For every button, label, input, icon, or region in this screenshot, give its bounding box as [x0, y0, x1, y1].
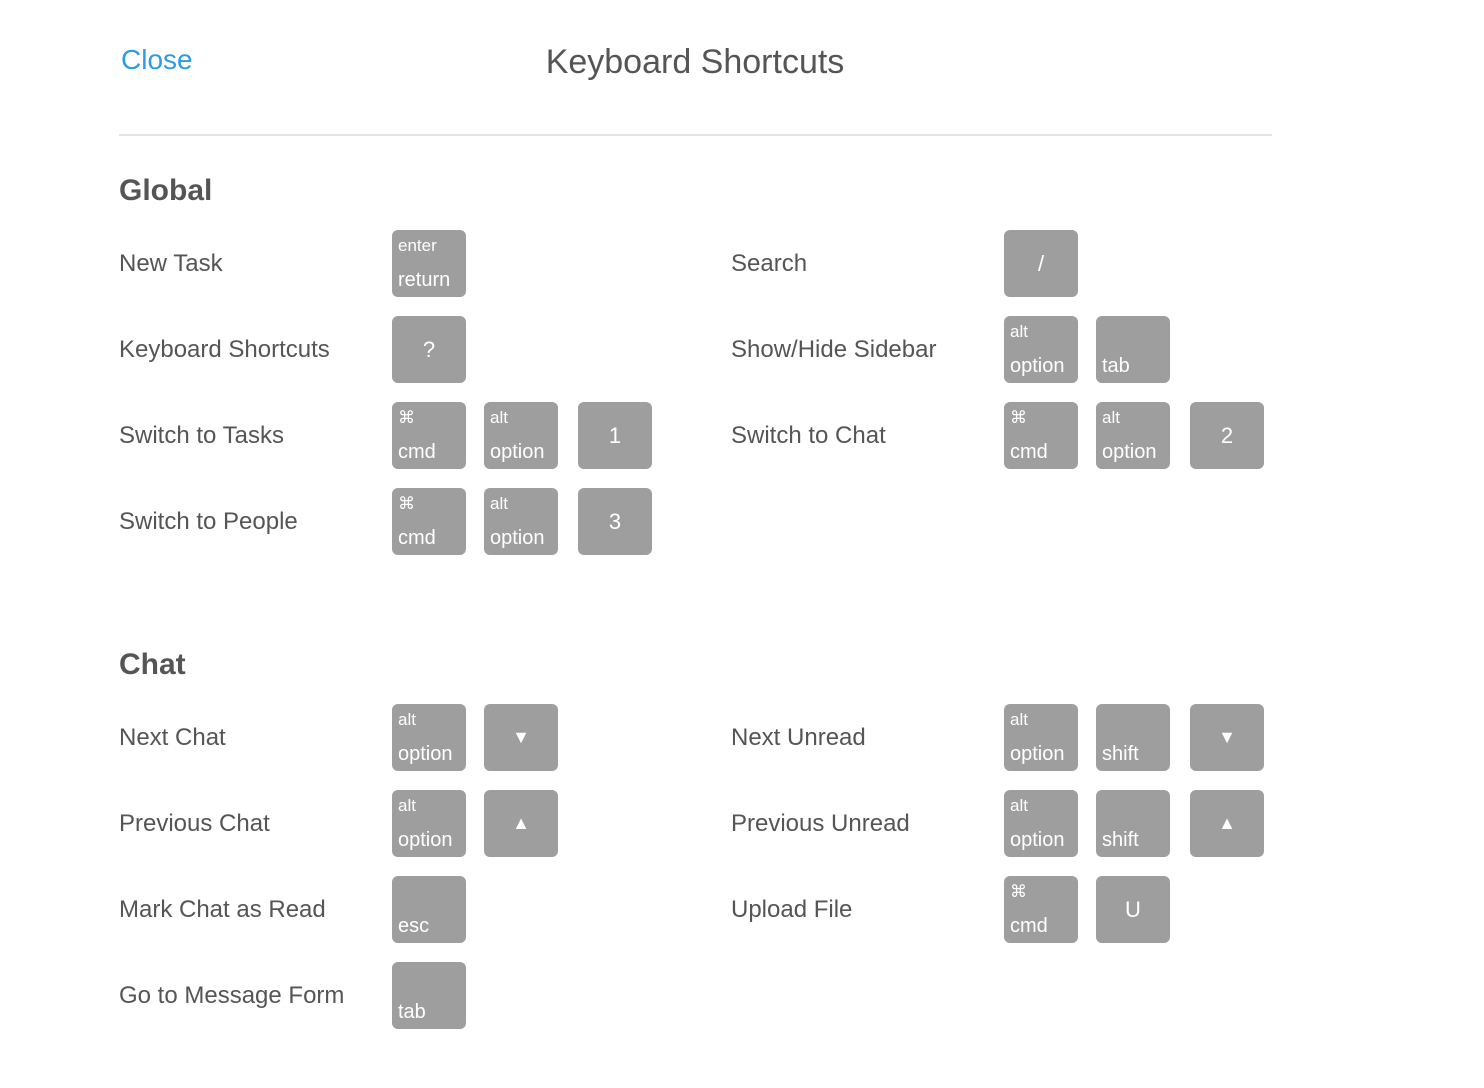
- section-title-global: Global: [119, 174, 213, 207]
- key-alt-option: [1004, 704, 1078, 771]
- key-alt-option: [484, 402, 558, 469]
- key-cmd: [1004, 876, 1078, 943]
- command-icon: ⌘: [1010, 882, 1027, 901]
- key-top-legend: alt: [398, 796, 416, 815]
- key-alt-option: [392, 790, 466, 857]
- key-alt-option: [1096, 402, 1170, 469]
- key-bottom-legend: shift: [1102, 743, 1139, 765]
- arrow-down-icon: ▼: [512, 727, 530, 747]
- key-alt-option: [1004, 316, 1078, 383]
- shortcut-label: Switch to People: [119, 508, 298, 535]
- key-cmd: [392, 488, 466, 555]
- key-top-legend: alt: [1010, 796, 1028, 815]
- key-slash: [1004, 230, 1078, 297]
- key-legend: 2: [1220, 422, 1234, 448]
- shortcut-label: Search: [731, 250, 808, 277]
- shortcut-label: Keyboard Shortcuts: [119, 336, 330, 363]
- key-tab: [392, 962, 466, 1029]
- key-1: [578, 402, 652, 469]
- key-shift: [1096, 704, 1170, 771]
- shortcut-label: Switch to Tasks: [119, 422, 284, 449]
- key-arrow-down: [1190, 704, 1264, 771]
- key-top-legend: alt: [398, 710, 416, 729]
- shortcut-label: Previous Chat: [119, 810, 270, 837]
- key-legend: 1: [608, 422, 622, 448]
- key-tab: [1096, 316, 1170, 383]
- key-arrow-up: [1190, 790, 1264, 857]
- command-icon: ⌘: [398, 494, 415, 513]
- close-link[interactable]: Close: [121, 44, 193, 75]
- key-3: [578, 488, 652, 555]
- key-arrow-up: [484, 790, 558, 857]
- key-legend: ?: [422, 336, 436, 362]
- shortcut-label: Switch to Chat: [731, 422, 886, 449]
- key-top-legend: enter: [398, 236, 437, 255]
- key-top-legend: alt: [490, 494, 508, 513]
- key-alt-option: [1004, 790, 1078, 857]
- header-divider: [119, 134, 1272, 136]
- key-bottom-legend: esc: [398, 915, 430, 937]
- key-alt-option: [392, 704, 466, 771]
- shortcut-label: Previous Unread: [731, 810, 910, 837]
- key-legend: 3: [608, 508, 622, 534]
- shortcut-label: Next Chat: [119, 724, 226, 751]
- key-bottom-legend: option: [1102, 441, 1157, 463]
- key-shift: [1096, 790, 1170, 857]
- key-cmd: [392, 402, 466, 469]
- key-bottom-legend: option: [1010, 829, 1065, 851]
- key-bottom-legend: tab: [1102, 355, 1130, 377]
- key-legend: /: [1037, 250, 1045, 276]
- page-title: Keyboard Shortcuts: [545, 43, 845, 81]
- key-bottom-legend: option: [398, 829, 453, 851]
- key-bottom-legend: option: [398, 743, 453, 765]
- shortcut-label: Next Unread: [731, 724, 866, 751]
- key-legend: U: [1125, 896, 1141, 922]
- key-bottom-legend: cmd: [398, 527, 436, 549]
- key-enter-return: [392, 230, 466, 297]
- key-bottom-legend: option: [490, 527, 545, 549]
- shortcut-label: New Task: [119, 250, 223, 277]
- key-alt-option: [484, 488, 558, 555]
- command-icon: ⌘: [1010, 408, 1027, 427]
- shortcut-label: Mark Chat as Read: [119, 896, 326, 923]
- arrow-up-icon: ▲: [512, 813, 530, 833]
- key-question-mark: [392, 316, 466, 383]
- command-icon: ⌘: [398, 408, 415, 427]
- key-bottom-legend: option: [490, 441, 545, 463]
- key-bottom-legend: cmd: [398, 441, 436, 463]
- key-top-legend: alt: [1102, 408, 1120, 427]
- key-top-legend: alt: [1010, 322, 1028, 341]
- shortcut-label: Show/Hide Sidebar: [731, 336, 937, 363]
- key-bottom-legend: shift: [1102, 829, 1139, 851]
- key-2: [1190, 402, 1264, 469]
- arrow-up-icon: ▲: [1218, 813, 1236, 833]
- key-esc: [392, 876, 466, 943]
- key-top-legend: alt: [1010, 710, 1028, 729]
- arrow-down-icon: ▼: [1218, 727, 1236, 747]
- key-arrow-down: [484, 704, 558, 771]
- key-bottom-legend: option: [1010, 355, 1065, 377]
- shortcut-label: Upload File: [731, 896, 853, 923]
- key-bottom-legend: option: [1010, 743, 1065, 765]
- key-cmd: [1004, 402, 1078, 469]
- key-u: [1096, 876, 1170, 943]
- key-bottom-legend: tab: [398, 1001, 426, 1023]
- shortcut-label: Go to Message Form: [119, 982, 345, 1009]
- key-bottom-legend: cmd: [1010, 915, 1048, 937]
- key-top-legend: alt: [490, 408, 508, 427]
- key-bottom-legend: return: [398, 269, 451, 291]
- key-bottom-legend: cmd: [1010, 441, 1048, 463]
- section-title-chat: Chat: [119, 648, 186, 681]
